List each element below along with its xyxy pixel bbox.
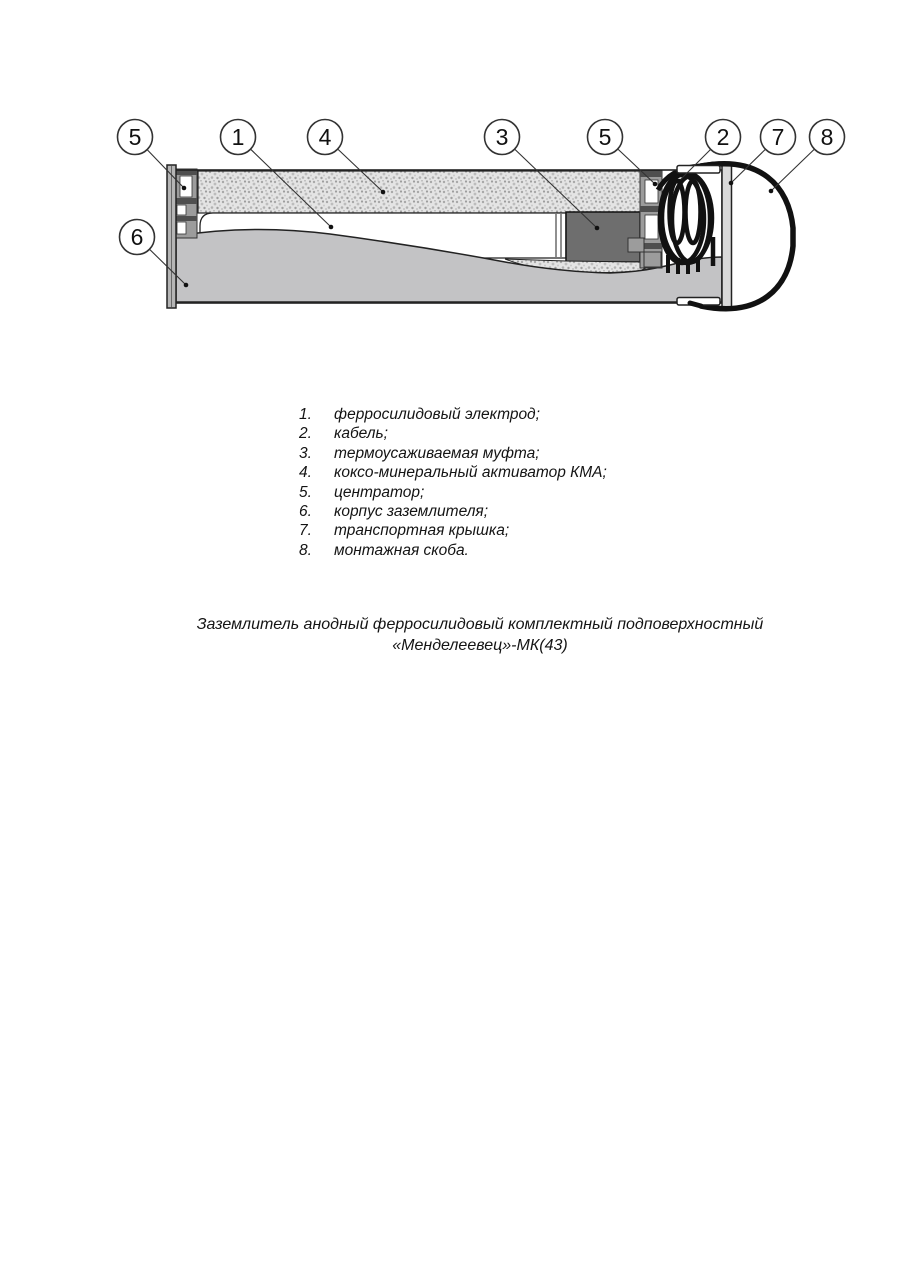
legend-item bbox=[299, 541, 607, 560]
callout-8 bbox=[810, 120, 845, 155]
legend-item bbox=[299, 424, 607, 443]
callout-number: 5 bbox=[598, 124, 612, 150]
figure-caption-line1: Заземлитель анодный ферросилидовый комплектный подповерхностный bbox=[196, 616, 764, 633]
figure-caption bbox=[110, 614, 850, 656]
legend-item-label: коксо-минеральный активатор КМА; bbox=[334, 464, 607, 482]
callout-number: 7 bbox=[771, 124, 785, 150]
figure-caption-line2: «Менделеевец»-МК(43) bbox=[392, 637, 568, 654]
legend-item-number: 6. bbox=[299, 503, 312, 521]
transport-cover bbox=[722, 164, 732, 309]
anode-grounding-diagram bbox=[0, 0, 900, 380]
legend-item-number: 7. bbox=[299, 522, 312, 540]
legend-item-label: монтажная скоба. bbox=[334, 541, 469, 559]
activator-kma-band bbox=[198, 171, 643, 213]
legend-item-label: кабель; bbox=[334, 425, 388, 443]
legend-item bbox=[299, 444, 607, 463]
callout-number: 5 bbox=[128, 124, 142, 150]
legend-item-number: 8. bbox=[299, 541, 312, 559]
legend-item bbox=[299, 483, 607, 502]
callout-number: 1 bbox=[231, 124, 245, 150]
legend-item-label: корпус заземлителя; bbox=[334, 503, 489, 521]
callout-number: 6 bbox=[130, 224, 144, 250]
centralizer-left bbox=[175, 169, 197, 238]
legend-item-number: 2. bbox=[299, 425, 312, 443]
callout-3 bbox=[485, 120, 520, 155]
legend-item-label: центратор; bbox=[334, 483, 425, 501]
legend-item bbox=[299, 502, 607, 521]
callout-6 bbox=[120, 220, 155, 255]
callout-5-left bbox=[118, 120, 153, 155]
legend bbox=[299, 405, 607, 560]
callout-number: 4 bbox=[318, 124, 332, 150]
callout-number: 8 bbox=[820, 124, 834, 150]
callout-5-right bbox=[588, 120, 623, 155]
callout-2 bbox=[706, 120, 741, 155]
heat-shrink-sleeve bbox=[566, 212, 640, 262]
legend-item bbox=[299, 463, 607, 482]
callout-number: 2 bbox=[716, 124, 730, 150]
callout-4 bbox=[308, 120, 343, 155]
legend-item-number: 3. bbox=[299, 444, 312, 462]
legend-item-label: термоусаживаемая муфта; bbox=[334, 444, 540, 462]
legend-item-label: ферросилидовый электрод; bbox=[334, 406, 540, 423]
end-cap-left bbox=[167, 165, 176, 308]
legend-item-number: 1. bbox=[299, 406, 312, 423]
legend-item-label: транспортная крышка; bbox=[334, 522, 510, 540]
callout-1 bbox=[221, 120, 256, 155]
legend-item bbox=[299, 521, 607, 540]
callout-7 bbox=[761, 120, 796, 155]
callout-number: 3 bbox=[495, 124, 509, 150]
legend-item-number: 4. bbox=[299, 464, 312, 482]
legend-item-number: 5. bbox=[299, 483, 312, 501]
legend-item bbox=[299, 405, 607, 424]
